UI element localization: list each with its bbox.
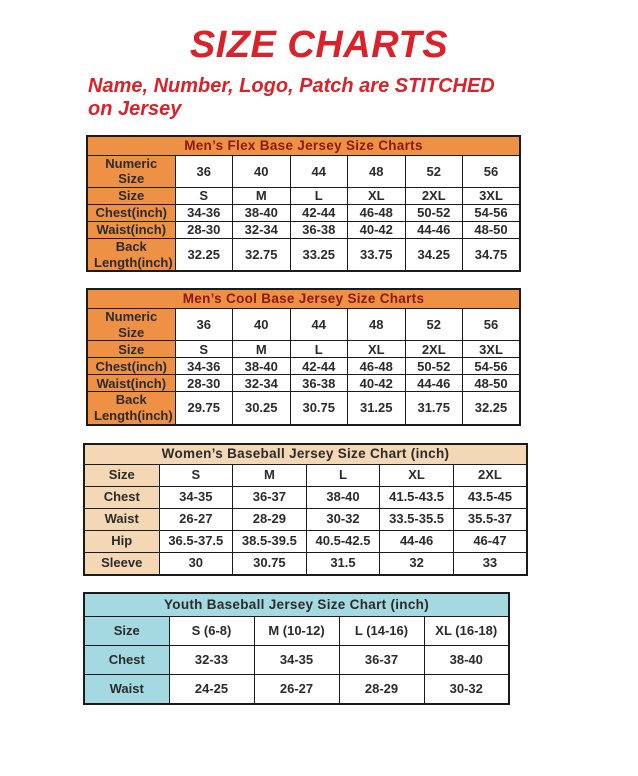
size-value-cell: 32-34 <box>233 375 291 392</box>
size-value-cell: 30.75 <box>233 552 307 575</box>
table-row <box>87 239 520 272</box>
row-label: Waist(inch) <box>87 222 175 239</box>
size-value-cell: L (14-16) <box>339 616 424 645</box>
size-value-cell: M <box>233 341 291 358</box>
row-label: Size <box>87 188 175 205</box>
size-value-cell: 30.25 <box>233 392 291 425</box>
row-label: Size <box>87 341 175 358</box>
table-row <box>87 358 520 375</box>
size-value-cell: 38-40 <box>233 358 291 375</box>
size-value-cell: 40-42 <box>348 375 406 392</box>
size-value-cell: 36 <box>175 309 233 341</box>
size-value-cell: 46-48 <box>348 205 406 222</box>
row-label: Waist(inch) <box>87 375 175 392</box>
size-value-cell: 3XL <box>463 341 521 358</box>
size-value-cell: 32.25 <box>175 239 233 272</box>
size-value-cell: 29.75 <box>175 392 233 425</box>
size-value-cell: 32 <box>380 552 454 575</box>
size-value-cell: S <box>175 188 233 205</box>
table-row <box>84 645 509 674</box>
size-value-cell: 38.5-39.5 <box>233 530 307 552</box>
table-title: Women’s Baseball Jersey Size Chart (inch) <box>84 444 527 465</box>
size-value-cell: 33.75 <box>348 239 406 272</box>
table-row <box>87 155 520 187</box>
size-value-cell: 32.25 <box>463 392 521 425</box>
size-value-cell: 40.5-42.5 <box>306 530 380 552</box>
table-row <box>84 552 527 575</box>
mens-cool-base-size-table <box>86 288 521 425</box>
size-value-cell: S (6-8) <box>169 616 254 645</box>
table-title-row <box>87 136 520 156</box>
size-value-cell: 32.75 <box>233 239 291 272</box>
size-value-cell: 36-37 <box>233 486 307 508</box>
size-value-cell: 36 <box>175 155 233 187</box>
size-value-cell: 42-44 <box>290 358 348 375</box>
table-row <box>84 486 527 508</box>
table-row <box>84 616 509 645</box>
size-value-cell: 40-42 <box>348 222 406 239</box>
size-value-cell: 36-37 <box>339 645 424 674</box>
page-title: SIZE CHARTS <box>189 24 449 66</box>
size-value-cell: 38-40 <box>306 486 380 508</box>
table-title-row <box>84 444 527 465</box>
womens-baseball-size-table <box>83 443 528 576</box>
size-value-cell: 30.75 <box>290 392 348 425</box>
row-label: Size <box>84 464 159 486</box>
size-value-cell: 36-38 <box>290 222 348 239</box>
size-value-cell: 2XL <box>405 341 463 358</box>
size-value-cell: 40 <box>233 155 291 187</box>
row-label: Waist <box>84 674 169 704</box>
size-value-cell: 26-27 <box>159 508 233 530</box>
size-value-cell: 24-25 <box>169 674 254 704</box>
page-subtitle: Name, Number, Logo, Patch are STITCHED on Jersey <box>88 74 495 120</box>
size-value-cell: 54-56 <box>463 358 521 375</box>
size-value-cell: 31.25 <box>348 392 406 425</box>
size-value-cell: 44 <box>290 309 348 341</box>
size-value-cell: 46-47 <box>453 530 527 552</box>
row-label: Chest <box>84 645 169 674</box>
table-row <box>87 341 520 358</box>
size-value-cell: 52 <box>405 309 463 341</box>
table-title: Men’s Cool Base Jersey Size Charts <box>87 289 520 309</box>
size-value-cell: 46-48 <box>348 358 406 375</box>
size-value-cell: 31.75 <box>405 392 463 425</box>
size-value-cell: 28-30 <box>175 222 233 239</box>
size-value-cell: 44-46 <box>405 222 463 239</box>
size-value-cell: 30 <box>159 552 233 575</box>
size-value-cell: 34.75 <box>463 239 521 272</box>
table-row <box>87 188 520 205</box>
table-title: Youth Baseball Jersey Size Chart (inch) <box>84 593 509 617</box>
row-label: Back Length(inch) <box>87 239 175 272</box>
size-value-cell: M <box>233 464 307 486</box>
size-value-cell: 34-35 <box>254 645 339 674</box>
size-value-cell: 28-29 <box>233 508 307 530</box>
size-value-cell: 32-33 <box>169 645 254 674</box>
size-value-cell: 30-32 <box>424 674 509 704</box>
mens-flex-base-size-table <box>86 135 521 272</box>
table-row <box>87 205 520 222</box>
table-row <box>87 375 520 392</box>
size-value-cell: XL (16-18) <box>424 616 509 645</box>
table-title-row <box>84 593 509 617</box>
size-value-cell: XL <box>348 341 406 358</box>
table-row <box>84 674 509 704</box>
table-row <box>87 392 520 425</box>
size-value-cell: 34-36 <box>175 358 233 375</box>
size-value-cell: 30-32 <box>306 508 380 530</box>
size-value-cell: 31.5 <box>306 552 380 575</box>
size-value-cell: L <box>290 188 348 205</box>
size-value-cell: 40 <box>233 309 291 341</box>
size-value-cell: 50-52 <box>405 205 463 222</box>
size-value-cell: 26-27 <box>254 674 339 704</box>
table-row <box>84 464 527 486</box>
size-value-cell: 28-29 <box>339 674 424 704</box>
size-value-cell: 52 <box>405 155 463 187</box>
size-value-cell: 38-40 <box>424 645 509 674</box>
size-value-cell: 48-50 <box>463 375 521 392</box>
row-label: Waist <box>84 508 159 530</box>
size-value-cell: L <box>290 341 348 358</box>
size-value-cell: 43.5-45 <box>453 486 527 508</box>
row-label: Chest(inch) <box>87 358 175 375</box>
row-label: Chest <box>84 486 159 508</box>
size-value-cell: 33 <box>453 552 527 575</box>
size-value-cell: 44 <box>290 155 348 187</box>
table-title: Men’s Flex Base Jersey Size Charts <box>87 136 520 156</box>
size-value-cell: 41.5-43.5 <box>380 486 454 508</box>
size-value-cell: XL <box>380 464 454 486</box>
size-value-cell: 56 <box>463 309 521 341</box>
size-value-cell: 44-46 <box>380 530 454 552</box>
size-value-cell: 36-38 <box>290 375 348 392</box>
size-value-cell: 48 <box>348 309 406 341</box>
row-label: Sleeve <box>84 552 159 575</box>
size-value-cell: 34-36 <box>175 205 233 222</box>
size-value-cell: 56 <box>463 155 521 187</box>
table-row <box>87 222 520 239</box>
size-value-cell: 34-35 <box>159 486 233 508</box>
row-label: Hip <box>84 530 159 552</box>
row-label: Numeric Size <box>87 155 175 187</box>
row-label: Back Length(inch) <box>87 392 175 425</box>
size-value-cell: 35.5-37 <box>453 508 527 530</box>
size-value-cell: 3XL <box>463 188 521 205</box>
size-value-cell: 2XL <box>453 464 527 486</box>
table-row <box>87 309 520 341</box>
size-value-cell: M <box>233 188 291 205</box>
size-value-cell: XL <box>348 188 406 205</box>
row-label: Size <box>84 616 169 645</box>
size-value-cell: 54-56 <box>463 205 521 222</box>
youth-baseball-size-table <box>83 592 510 705</box>
table-row <box>84 508 527 530</box>
size-value-cell: 33.25 <box>290 239 348 272</box>
size-value-cell: M (10-12) <box>254 616 339 645</box>
size-value-cell: S <box>159 464 233 486</box>
table-title-row <box>87 289 520 309</box>
size-charts-page <box>0 26 638 705</box>
size-value-cell: L <box>306 464 380 486</box>
size-value-cell: 28-30 <box>175 375 233 392</box>
size-value-cell: S <box>175 341 233 358</box>
size-value-cell: 34.25 <box>405 239 463 272</box>
size-value-cell: 42-44 <box>290 205 348 222</box>
size-value-cell: 48-50 <box>463 222 521 239</box>
size-value-cell: 2XL <box>405 188 463 205</box>
size-value-cell: 32-34 <box>233 222 291 239</box>
table-row <box>84 530 527 552</box>
row-label: Chest(inch) <box>87 205 175 222</box>
row-label: Numeric Size <box>87 309 175 341</box>
size-value-cell: 50-52 <box>405 358 463 375</box>
size-value-cell: 36.5-37.5 <box>159 530 233 552</box>
size-value-cell: 44-46 <box>405 375 463 392</box>
size-value-cell: 38-40 <box>233 205 291 222</box>
size-value-cell: 48 <box>348 155 406 187</box>
size-value-cell: 33.5-35.5 <box>380 508 454 530</box>
